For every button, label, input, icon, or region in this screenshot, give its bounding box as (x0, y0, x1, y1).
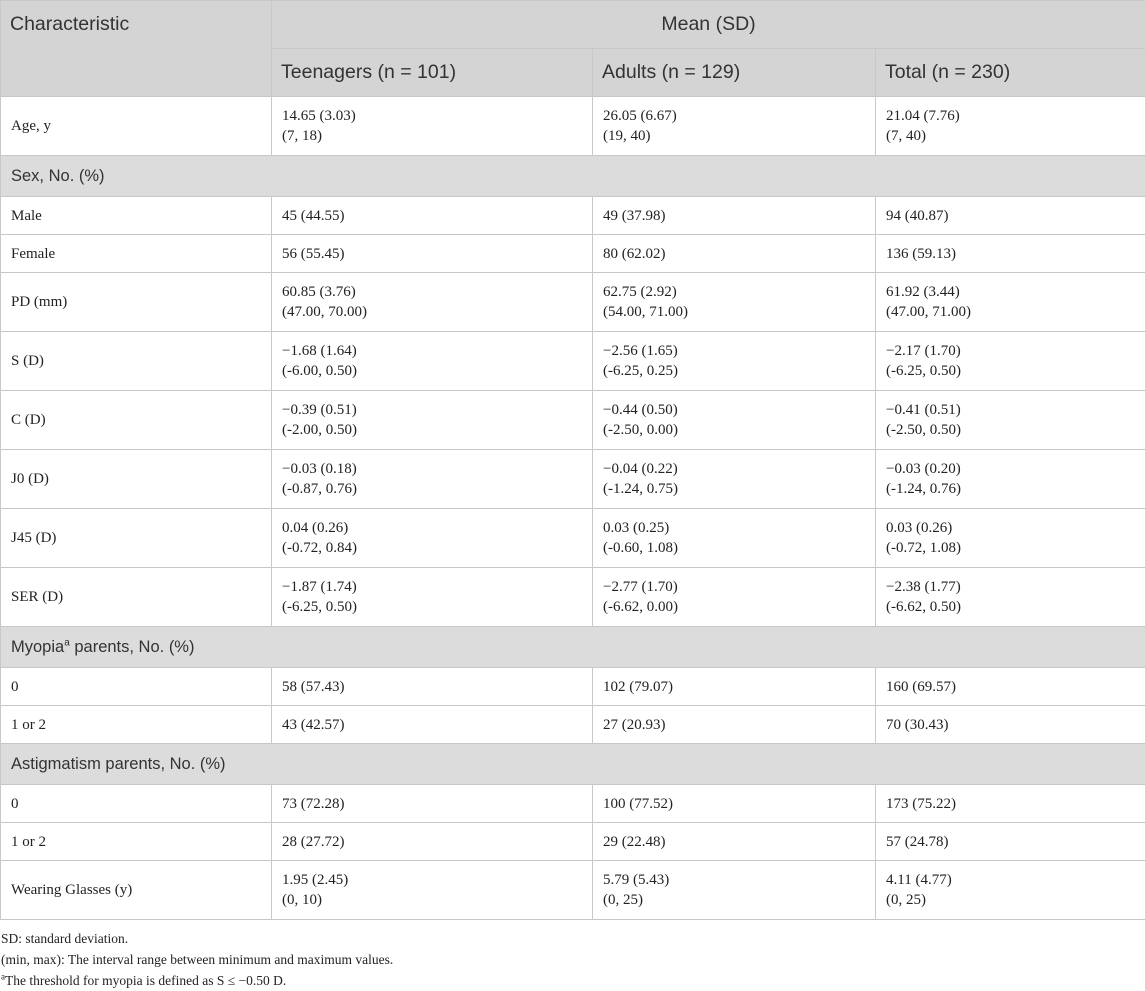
cell-adults: 0.03 (0.25) (-0.60, 1.08) (593, 509, 876, 568)
cell-total: −2.17 (1.70) (-6.25, 0.50) (876, 332, 1145, 391)
section-label: Sex, No. (%) (1, 156, 1145, 197)
cell-total: −2.38 (1.77) (-6.62, 0.50) (876, 568, 1145, 627)
row-label: J0 (D) (1, 450, 272, 509)
cell-total: 21.04 (7.76) (7, 40) (876, 97, 1145, 156)
cell-total: 136 (59.13) (876, 235, 1145, 273)
row-c (1, 391, 1145, 450)
header-mean-sd: Mean (SD) (272, 1, 1145, 49)
footnote-sd: SD: standard deviation. (1, 928, 1145, 949)
header-adults: Adults (n = 129) (593, 49, 876, 97)
cell-total: −0.41 (0.51) (-2.50, 0.50) (876, 391, 1145, 450)
row-astigmatism-0 (1, 785, 1145, 823)
row-label: S (D) (1, 332, 272, 391)
header-total: Total (n = 230) (876, 49, 1145, 97)
cell-teenagers: 58 (57.43) (272, 668, 593, 706)
cell-teenagers: 73 (72.28) (272, 785, 593, 823)
section-myopia-parents (1, 627, 1145, 668)
row-astigmatism-1-or-2 (1, 823, 1145, 861)
row-label: Male (1, 197, 272, 235)
cell-adults: 5.79 (5.43) (0, 25) (593, 861, 876, 920)
section-astigmatism-parents (1, 744, 1145, 785)
row-male (1, 197, 1145, 235)
row-label: 0 (1, 668, 272, 706)
header-characteristic: Characteristic (1, 1, 272, 97)
row-age (1, 97, 1145, 156)
row-myopia-1-or-2 (1, 706, 1145, 744)
cell-adults: 29 (22.48) (593, 823, 876, 861)
cell-teenagers: −1.87 (1.74) (-6.25, 0.50) (272, 568, 593, 627)
cell-teenagers: 1.95 (2.45) (0, 10) (272, 861, 593, 920)
cell-adults: 102 (79.07) (593, 668, 876, 706)
footnote-range: (min, max): The interval range between minimum and maximum values. (1, 949, 1145, 970)
row-label: PD (mm) (1, 273, 272, 332)
row-j45 (1, 509, 1145, 568)
cell-teenagers: 0.04 (0.26) (-0.72, 0.84) (272, 509, 593, 568)
row-label: 1 or 2 (1, 823, 272, 861)
header-teenagers: Teenagers (n = 101) (272, 49, 593, 97)
cell-adults: −2.77 (1.70) (-6.62, 0.00) (593, 568, 876, 627)
footnote-marker: a (1, 972, 5, 982)
row-label: Female (1, 235, 272, 273)
row-label: 0 (1, 785, 272, 823)
section-label: Astigmatism parents, No. (%) (1, 744, 1145, 785)
row-female (1, 235, 1145, 273)
row-label: 1 or 2 (1, 706, 272, 744)
cell-total: 173 (75.22) (876, 785, 1145, 823)
cell-teenagers: 60.85 (3.76) (47.00, 70.00) (272, 273, 593, 332)
row-j0 (1, 450, 1145, 509)
footnote-marker: a (64, 638, 70, 649)
cell-teenagers: −0.03 (0.18) (-0.87, 0.76) (272, 450, 593, 509)
table-footnotes (0, 928, 1145, 991)
cell-teenagers: −0.39 (0.51) (-2.00, 0.50) (272, 391, 593, 450)
cell-teenagers: 56 (55.45) (272, 235, 593, 273)
cell-total: 160 (69.57) (876, 668, 1145, 706)
cell-total: −0.03 (0.20) (-1.24, 0.76) (876, 450, 1145, 509)
cell-total: 61.92 (3.44) (47.00, 71.00) (876, 273, 1145, 332)
cell-adults: 27 (20.93) (593, 706, 876, 744)
row-myopia-0 (1, 668, 1145, 706)
cell-adults: −0.44 (0.50) (-2.50, 0.00) (593, 391, 876, 450)
cell-teenagers: −1.68 (1.64) (-6.00, 0.50) (272, 332, 593, 391)
cell-total: 70 (30.43) (876, 706, 1145, 744)
row-label: SER (D) (1, 568, 272, 627)
row-ser (1, 568, 1145, 627)
cell-teenagers: 14.65 (3.03) (7, 18) (272, 97, 593, 156)
section-label: Myopia$^a$ parents, No. (%) (1, 627, 1145, 668)
cell-teenagers: 45 (44.55) (272, 197, 593, 235)
row-label: J45 (D) (1, 509, 272, 568)
cell-adults: 80 (62.02) (593, 235, 876, 273)
cell-total: 4.11 (4.77) (0, 25) (876, 861, 1145, 920)
cell-teenagers: 28 (27.72) (272, 823, 593, 861)
cell-total: 94 (40.87) (876, 197, 1145, 235)
cell-adults: −2.56 (1.65) (-6.25, 0.25) (593, 332, 876, 391)
cell-teenagers: 43 (42.57) (272, 706, 593, 744)
cell-adults: −0.04 (0.22) (-1.24, 0.75) (593, 450, 876, 509)
cell-adults: 26.05 (6.67) (19, 40) (593, 97, 876, 156)
row-pd (1, 273, 1145, 332)
cell-total: 0.03 (0.26) (-0.72, 1.08) (876, 509, 1145, 568)
row-label: Wearing Glasses (y) (1, 861, 272, 920)
header-row-top (1, 1, 1145, 49)
cell-total: 57 (24.78) (876, 823, 1145, 861)
section-sex (1, 156, 1145, 197)
cell-adults: 100 (77.52) (593, 785, 876, 823)
footnote-myopia: $^a$The threshold for myopia is defined as S ≤ −0.50 D. (1, 970, 1145, 991)
row-label: Age, y (1, 97, 272, 156)
cell-adults: 62.75 (2.92) (54.00, 71.00) (593, 273, 876, 332)
cell-adults: 49 (37.98) (593, 197, 876, 235)
row-label: C (D) (1, 391, 272, 450)
row-s (1, 332, 1145, 391)
row-wearing-glasses (1, 861, 1145, 920)
